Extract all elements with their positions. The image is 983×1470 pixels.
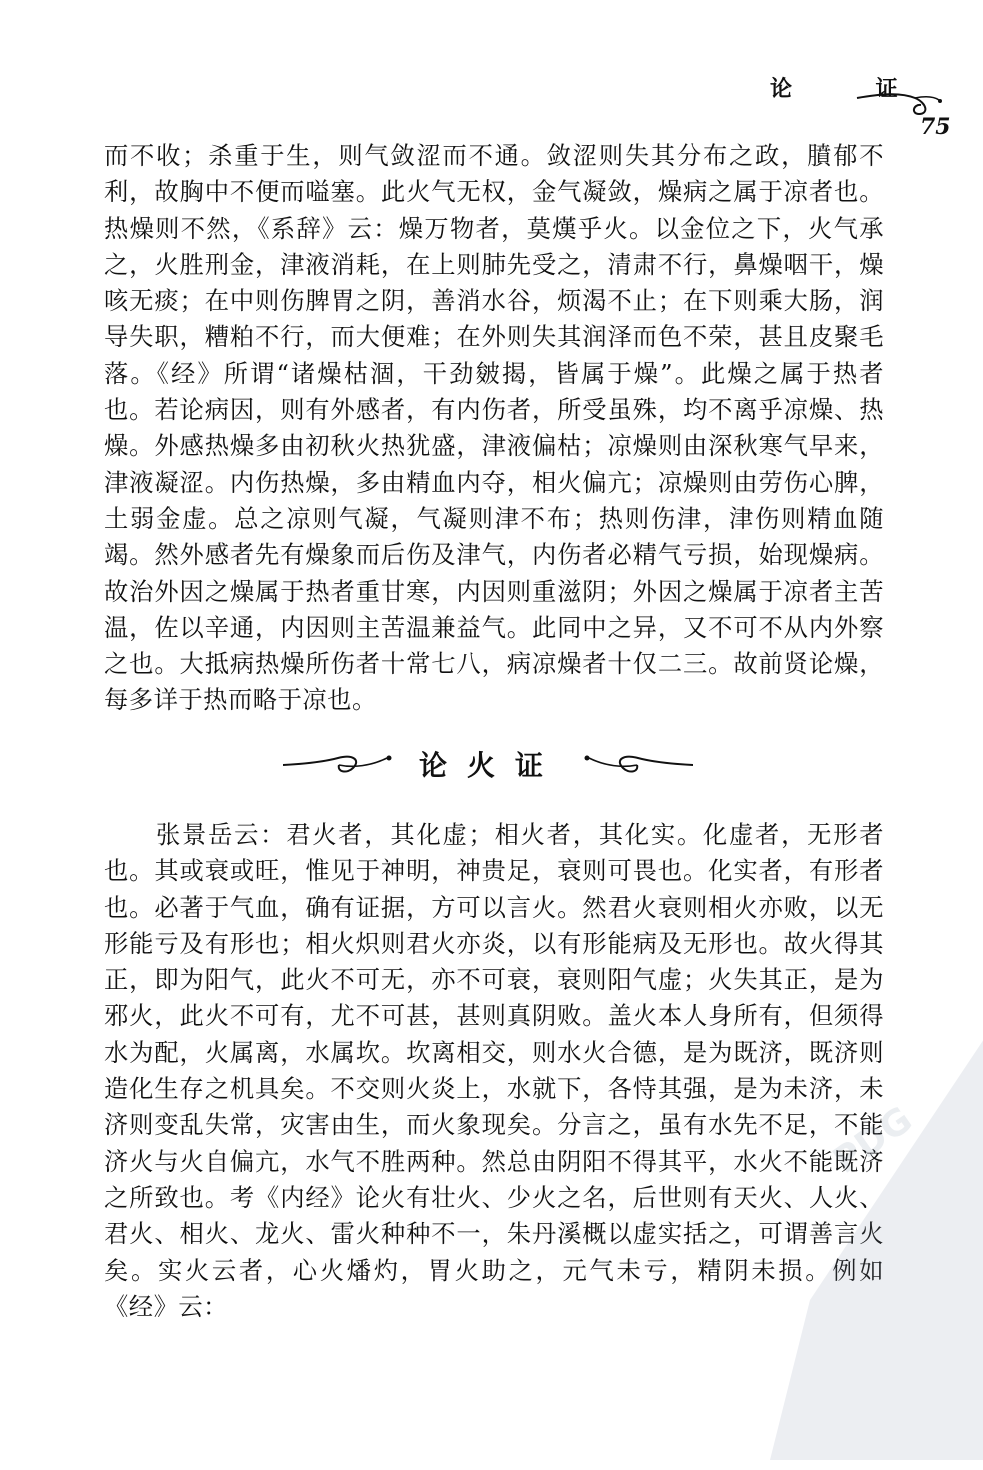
body-text-section <box>104 817 884 1325</box>
section-title: 论火证 <box>418 749 563 782</box>
watermark <box>770 1000 983 1460</box>
body-text-continued <box>104 138 884 719</box>
page-number: 75 <box>920 114 951 140</box>
watermark-text: PDG <box>826 1099 920 1182</box>
section-heading <box>283 738 693 790</box>
running-title: 论 证 <box>770 76 936 102</box>
right-scroll-ornament-icon <box>583 750 693 780</box>
left-scroll-ornament-icon <box>283 750 393 780</box>
watermark-shape-icon <box>770 1000 983 1460</box>
paragraph-continued: 而不收；杀重于生，则气敛涩而不通。敛涩则失其分布之政，膹郁不利，故胸中不便而嗌塞。此火气无权，金气凝敛，燥病之属于凉者也。热燥则不然，《系辞》云：燥万物者，莫熯乎火。以金位之下，火气承之，火胜刑金，津液消耗，在上则肺先受之，清肃不行，鼻燥咽干，燥咳无痰；在中则伤脾胃之阴，善消水谷，烦渴不止；在下则乘大肠，润导失职，糟粕不行，而大便难；在外则失其润泽而色不荣，甚且皮聚毛落。《经》所谓“诸燥枯涸，干劲皴揭，皆属于燥”。此燥之属于热者也。若论病因，则有外感者，有内伤者，所受虽殊，均不离乎凉燥、热燥。外感热燥多由初秋火热犹盛，津液偏枯；凉燥则由深秋寒气早来，津液凝涩。内伤热燥，多由精血内夺，相火偏亢；凉燥则由劳伤心脾，土弱金虚。总之凉则气凝，气凝则津不布；热则伤津，津伤则精血随竭。然外感者先有燥象而后伤及津气，内伤者必精气亏损，始现燥病。故治外因之燥属于热者重甘寒，内因则重滋阴；外因之燥属于凉者主苦温，佐以辛通，内因则主苦温兼益气。此同中之异，又不可不从内外察之也。大抵病热燥所伤者十常七八，病凉燥者十仅二三。故前贤论燥，每多详于热而略于凉也。 <box>104 141 884 715</box>
paragraph: 张景岳云：君火者，其化虚；相火者，其化实。化虚者，无形者也。其或衰或旺，惟见于神明，神贵足，衰则可畏也。化实者，有形者也。必著于气血，确有证据，方可以言火。然君火衰则相火亦败，以无形能亏及有形也；相火炽则君火亦炎，以有形能病及无形也。故火得其正，即为阳气，此火不可无，亦不可衰，衰则阳气虚；火失其正，是为邪火，此火不可有，尤不可甚，甚则真阴败。盖火本人身所有，但须得水为配，火属离，水属坎。坎离相交，则水火合德，是为既济，既济则造化生存之机具矣。不交则火炎上，水就下，各恃其强，是为未济，未济则变乱失常，灾害由生，而火象现矣。分言之，虽有水先不足，不能济火与火自偏亢，水气不胜两种。然总由阴阳不得其平，水火不能既济之所致也。考《内经》论火有壮火、少火之名，后世则有天火、人火、君火、相火、龙火、雷火种种不一，朱丹溪概以虚实括之，可谓善言火矣。实火云者，心火燔灼，胃火助之，元气未亏，精阴未损。例如《经》云： <box>104 820 884 1321</box>
